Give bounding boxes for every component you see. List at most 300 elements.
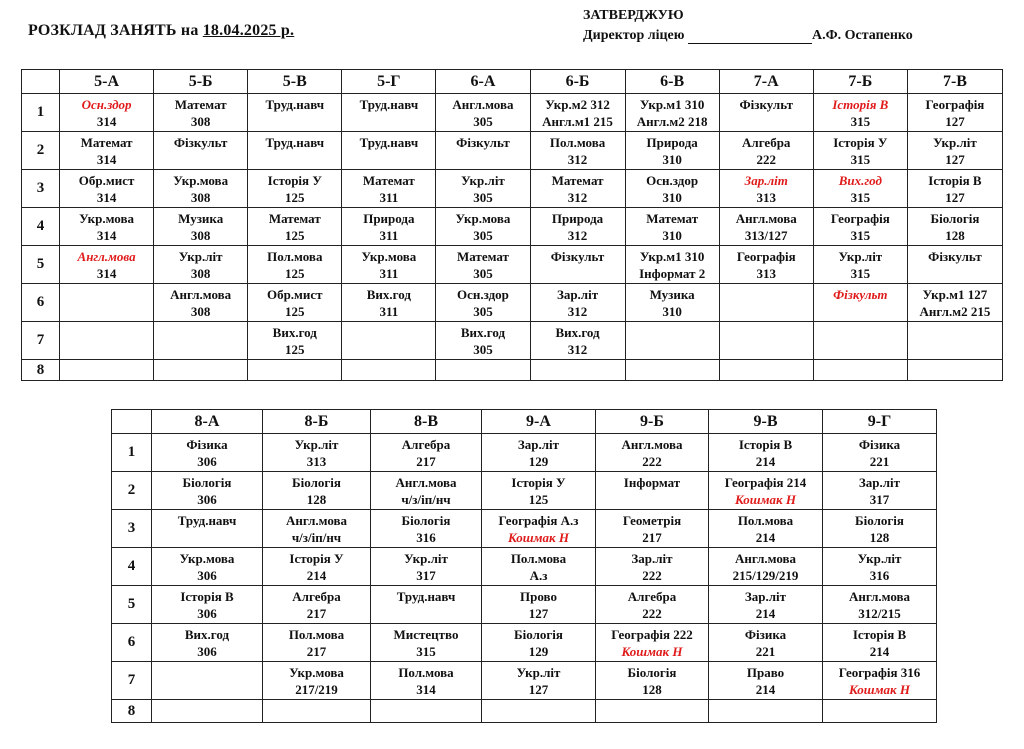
subject-line: Історія У xyxy=(833,135,888,150)
subject-line: Пол.мова xyxy=(737,513,794,528)
subject-line: Труд.навч xyxy=(265,97,325,112)
subject-line: Англ.мова xyxy=(621,437,683,452)
subject-line: Біологія xyxy=(292,475,341,490)
table-row xyxy=(22,360,1003,381)
subject-line: Пол.мова xyxy=(267,249,323,264)
subject-line: Укр.літ xyxy=(294,437,339,452)
room-line: 305 xyxy=(473,190,493,205)
room-line: 222 xyxy=(642,568,662,583)
room-line: 127 xyxy=(945,114,965,129)
subject-line: Труд.навч xyxy=(359,97,419,112)
subject-line: Зар.літ xyxy=(744,589,787,604)
room-line: 217/219 xyxy=(295,682,338,697)
table-row xyxy=(112,472,937,510)
lesson-cell xyxy=(823,548,937,586)
subject-line: Право xyxy=(746,665,785,680)
lesson-cell xyxy=(625,360,719,381)
subject-line: Фізика xyxy=(858,437,901,452)
lesson-cell xyxy=(436,284,530,322)
lesson-cell xyxy=(152,586,263,624)
lesson-cell xyxy=(709,548,823,586)
table-row xyxy=(112,700,937,723)
class-header: 7-А xyxy=(719,70,813,94)
lesson-cell xyxy=(263,434,371,472)
subject-line: Труд.навч xyxy=(359,135,419,150)
room-line: Кошмак Н xyxy=(621,644,683,659)
approval-block xyxy=(583,8,913,44)
room-line: 222 xyxy=(642,606,662,621)
room-line: 127 xyxy=(945,190,965,205)
table-row xyxy=(112,510,937,548)
room-line: 314 xyxy=(96,114,117,129)
room-line: Англ.м2 218 xyxy=(636,114,708,129)
class-header: 5-Г xyxy=(342,70,436,94)
room-line: Кошмак Н xyxy=(848,682,910,697)
room-line: ч/з/іп/нч xyxy=(401,492,451,507)
lesson-cell xyxy=(596,472,709,510)
lesson-cell xyxy=(248,322,342,360)
table-row xyxy=(22,284,1003,322)
lesson-cell xyxy=(371,434,482,472)
subject-line: Природа xyxy=(646,135,698,150)
lesson-cell xyxy=(907,284,1002,322)
class-header: 5-Б xyxy=(154,70,248,94)
subject-line: Укр.літ xyxy=(516,665,561,680)
schedule-table-grades-5-7 xyxy=(21,69,1003,381)
lesson-cell xyxy=(436,94,530,132)
subject-line: Інформат xyxy=(623,475,681,490)
subject-line: Музика xyxy=(649,287,695,302)
lesson-cell xyxy=(813,322,907,360)
lesson-cell xyxy=(154,322,248,360)
signature-line xyxy=(688,31,812,44)
subject-line: Історія В xyxy=(180,589,234,604)
room-line: 129 xyxy=(528,454,549,469)
subject-line: Труд.навч xyxy=(265,135,325,150)
subject-line: Укр.мова xyxy=(179,551,235,566)
room-line: 314 xyxy=(96,266,117,281)
room-line: 128 xyxy=(642,682,662,697)
lesson-cell xyxy=(719,284,813,322)
table-row xyxy=(112,624,937,662)
subject-line: Алгебра xyxy=(742,135,791,150)
subject-line: Англ.мова xyxy=(734,551,797,566)
room-line: 214 xyxy=(755,530,776,545)
lesson-cell xyxy=(60,94,154,132)
lesson-cell xyxy=(530,170,625,208)
subject-line: Англ.мова xyxy=(395,475,457,490)
lesson-number: 8 xyxy=(112,700,152,723)
room-line: 306 xyxy=(197,644,217,659)
class-header: 5-В xyxy=(248,70,342,94)
room-line: 308 xyxy=(190,190,211,205)
class-header: 7-Б xyxy=(813,70,907,94)
subject-line: Історія В xyxy=(832,97,889,112)
room-line: 306 xyxy=(197,492,217,507)
subject-line: Укр.м1 310 xyxy=(639,97,705,112)
room-line: 306 xyxy=(197,568,217,583)
lesson-cell xyxy=(530,284,625,322)
lesson-cell xyxy=(709,586,823,624)
lesson-cell xyxy=(152,510,263,548)
subject-line: Вих.год xyxy=(184,627,230,642)
room-line: 308 xyxy=(190,228,211,243)
lesson-cell xyxy=(482,548,596,586)
lesson-cell xyxy=(263,472,371,510)
lesson-cell xyxy=(813,284,907,322)
lesson-cell xyxy=(436,132,530,170)
room-line: Кошмак Н xyxy=(507,530,569,545)
lesson-cell xyxy=(342,322,436,360)
room-line: 125 xyxy=(285,342,305,357)
room-line: 310 xyxy=(662,304,682,319)
lesson-cell xyxy=(709,700,823,723)
lesson-cell xyxy=(371,662,482,700)
lesson-cell xyxy=(482,662,596,700)
room-line: Кошмак Н xyxy=(734,492,796,507)
subject-line: Історія У xyxy=(267,173,322,188)
subject-line: Математ xyxy=(551,173,604,188)
lesson-cell xyxy=(60,360,154,381)
room-line: 312 xyxy=(567,304,588,319)
lesson-cell xyxy=(719,322,813,360)
subject-line: Фізкульт xyxy=(173,135,228,150)
lesson-cell xyxy=(596,434,709,472)
lesson-cell xyxy=(907,170,1002,208)
title-date: 18.04.2025 р. xyxy=(202,22,295,39)
room-line: 214 xyxy=(755,454,776,469)
subject-line: Географія 214 xyxy=(724,475,807,490)
lesson-cell xyxy=(248,284,342,322)
room-line: 125 xyxy=(285,190,305,205)
lesson-cell xyxy=(530,322,625,360)
lesson-number: 6 xyxy=(112,624,152,662)
room-line: 314 xyxy=(96,152,117,167)
subject-line: Прово xyxy=(520,589,557,604)
lesson-cell xyxy=(248,208,342,246)
subject-line: Математ xyxy=(80,135,133,150)
table-row xyxy=(22,94,1003,132)
subject-line: Математ xyxy=(174,97,227,112)
room-line: 312 xyxy=(567,152,588,167)
subject-line: Фізкульт xyxy=(928,249,982,264)
subject-line: Географія 222 xyxy=(611,627,693,642)
room-line: 314 xyxy=(96,190,117,205)
room-line: 305 xyxy=(473,114,493,129)
room-line: 315 xyxy=(850,266,871,281)
subject-line: Природа xyxy=(551,211,604,226)
subject-line: Музика xyxy=(178,211,224,226)
table-row xyxy=(22,132,1003,170)
lesson-cell xyxy=(823,510,937,548)
lesson-cell xyxy=(263,586,371,624)
room-line: 315 xyxy=(850,114,871,129)
subject-line: Природа xyxy=(363,211,415,226)
room-line: 221 xyxy=(755,644,776,659)
lesson-number: 4 xyxy=(22,208,60,246)
lesson-cell xyxy=(248,94,342,132)
subject-line: Укр.м1 310 xyxy=(639,249,705,264)
lesson-cell xyxy=(152,434,263,472)
subject-line: Зар.літ xyxy=(517,437,560,452)
lesson-cell xyxy=(530,246,625,284)
lesson-cell xyxy=(625,246,719,284)
subject-line: Укр.літ xyxy=(461,173,505,188)
lesson-number: 5 xyxy=(22,246,60,284)
subject-line: Вих.год xyxy=(272,325,317,340)
lesson-number: 7 xyxy=(22,322,60,360)
lesson-cell xyxy=(436,246,530,284)
class-header: 7-В xyxy=(907,70,1002,94)
lesson-cell xyxy=(530,94,625,132)
subject-line: Історія У xyxy=(511,475,566,490)
lesson-cell xyxy=(719,360,813,381)
room-line: 221 xyxy=(869,454,890,469)
room-line: Англ.м1 215 xyxy=(542,114,613,129)
subject-line: Фізкульт xyxy=(833,287,888,302)
subject-line: Географія xyxy=(736,249,796,264)
lesson-number: 5 xyxy=(112,586,152,624)
room-line: 313/127 xyxy=(744,228,788,243)
lesson-cell xyxy=(709,510,823,548)
room-line: 129 xyxy=(528,644,549,659)
lesson-cell xyxy=(625,170,719,208)
class-header: 6-Б xyxy=(530,70,625,94)
lesson-cell xyxy=(625,94,719,132)
subject-line: Зар.літ xyxy=(556,287,599,302)
lesson-cell xyxy=(342,94,436,132)
lesson-cell xyxy=(813,360,907,381)
subject-line: Фізкульт xyxy=(456,135,510,150)
subject-line: Обр.мист xyxy=(78,173,135,188)
subject-line: Укр.мова xyxy=(79,211,134,226)
schedule-title xyxy=(28,22,294,40)
subject-line: Англ.мова xyxy=(452,97,514,112)
room-line: 222 xyxy=(756,152,776,167)
lesson-cell xyxy=(625,208,719,246)
lesson-cell xyxy=(625,284,719,322)
lesson-cell xyxy=(482,586,596,624)
room-line: 311 xyxy=(379,304,399,319)
lesson-cell xyxy=(263,510,371,548)
lesson-cell xyxy=(709,472,823,510)
table-row xyxy=(112,434,937,472)
director-line xyxy=(583,28,913,44)
lesson-cell xyxy=(813,132,907,170)
room-line: 125 xyxy=(528,492,549,507)
lesson-cell xyxy=(596,510,709,548)
room-line: 217 xyxy=(306,606,327,621)
lesson-cell xyxy=(482,434,596,472)
lesson-cell xyxy=(907,94,1002,132)
subject-line: Фізкульт xyxy=(550,249,605,264)
subject-line: Англ.мова xyxy=(170,287,232,302)
lesson-cell xyxy=(371,700,482,723)
subject-line: Біологія xyxy=(855,513,904,528)
lesson-cell xyxy=(263,624,371,662)
lesson-cell xyxy=(709,662,823,700)
subject-line: Фізика xyxy=(744,627,787,642)
room-line: 127 xyxy=(528,682,549,697)
subject-line: Алгебра xyxy=(401,437,451,452)
subject-line: Географія xyxy=(830,211,890,226)
subject-line: Мистецтво xyxy=(393,627,459,642)
room-line: ч/з/іп/нч xyxy=(291,530,342,545)
lesson-number: 1 xyxy=(22,94,60,132)
table-row xyxy=(112,586,937,624)
room-line: 316 xyxy=(869,568,890,583)
subject-line: Укр.мова xyxy=(289,665,344,680)
lesson-cell xyxy=(60,246,154,284)
subject-line: Вих.год xyxy=(460,325,506,340)
lesson-cell xyxy=(152,472,263,510)
lesson-cell xyxy=(907,208,1002,246)
subject-line: Укр.мова xyxy=(455,211,511,226)
lesson-cell xyxy=(823,700,937,723)
subject-line: Фізкульт xyxy=(739,97,793,112)
room-line: 312/215 xyxy=(858,606,901,621)
subject-line: Біологія xyxy=(930,211,980,226)
room-line: 305 xyxy=(473,228,493,243)
class-header: 9-А xyxy=(482,410,596,434)
lesson-cell xyxy=(60,284,154,322)
lesson-cell xyxy=(625,322,719,360)
room-line: 317 xyxy=(869,492,890,507)
lesson-cell xyxy=(482,510,596,548)
table-header-row xyxy=(112,410,937,434)
lesson-cell xyxy=(530,360,625,381)
room-line: 311 xyxy=(379,266,399,281)
room-line: А.з xyxy=(529,568,548,583)
lesson-cell xyxy=(60,322,154,360)
lesson-cell xyxy=(719,94,813,132)
title-prefix: РОЗКЛАД ЗАНЯТЬ на xyxy=(28,22,203,39)
lesson-cell xyxy=(709,624,823,662)
subject-line: Математ xyxy=(362,173,415,188)
subject-line: Англ.мова xyxy=(735,211,797,226)
lesson-cell xyxy=(371,624,482,662)
room-line: 312 xyxy=(567,190,588,205)
room-line: 317 xyxy=(416,568,436,583)
lesson-cell xyxy=(907,322,1002,360)
lesson-cell xyxy=(823,624,937,662)
lesson-cell xyxy=(813,94,907,132)
room-line: 313 xyxy=(756,266,776,281)
lesson-cell xyxy=(154,132,248,170)
subject-line: Укр.літ xyxy=(933,135,977,150)
subject-line: Математ xyxy=(646,211,699,226)
room-line: 316 xyxy=(416,530,436,545)
room-line: 128 xyxy=(306,492,327,507)
lesson-number: 3 xyxy=(22,170,60,208)
lesson-cell xyxy=(482,472,596,510)
room-line: 214 xyxy=(755,606,776,621)
room-line: 215/129/219 xyxy=(732,568,799,583)
subject-line: Англ.мова xyxy=(285,513,348,528)
subject-line: Укр.літ xyxy=(857,551,902,566)
subject-line: Укр.м2 312 xyxy=(545,97,610,112)
class-header: 5-А xyxy=(60,70,154,94)
room-line: 312 xyxy=(567,342,588,357)
class-header: 9-Г xyxy=(823,410,937,434)
lesson-cell xyxy=(263,662,371,700)
subject-line: Труд.навч xyxy=(396,589,456,604)
room-line: 128 xyxy=(869,530,890,545)
lesson-cell xyxy=(60,132,154,170)
director-name: А.Ф. Остапенко xyxy=(811,28,913,43)
lesson-cell xyxy=(907,360,1002,381)
room-line: 305 xyxy=(473,342,493,357)
lesson-cell xyxy=(152,624,263,662)
subject-line: Географія xyxy=(925,97,985,112)
lesson-cell xyxy=(596,548,709,586)
lesson-cell xyxy=(596,662,709,700)
subject-line: Біологія xyxy=(401,513,451,528)
lesson-cell xyxy=(596,700,709,723)
subject-line: Зар.літ xyxy=(858,475,901,490)
schedule-table-grades-8-9 xyxy=(111,409,937,723)
subject-line: Осн.здор xyxy=(646,173,699,188)
room-line: 315 xyxy=(416,644,436,659)
subject-line: Укр.літ xyxy=(838,249,883,264)
table-row xyxy=(22,322,1003,360)
lesson-cell xyxy=(154,246,248,284)
lesson-cell xyxy=(154,284,248,322)
lesson-number: 4 xyxy=(112,548,152,586)
room-line: 217 xyxy=(306,644,327,659)
lesson-cell xyxy=(719,132,813,170)
lesson-cell xyxy=(719,208,813,246)
class-header: 9-Б xyxy=(596,410,709,434)
subject-line: Історія У xyxy=(289,551,344,566)
lesson-cell xyxy=(823,662,937,700)
room-line: 308 xyxy=(190,304,211,319)
room-line: 311 xyxy=(379,228,399,243)
room-line: 127 xyxy=(945,152,965,167)
lesson-number: 1 xyxy=(112,434,152,472)
class-header: 9-В xyxy=(709,410,823,434)
subject-line: Геометрія xyxy=(622,513,682,528)
lesson-cell xyxy=(152,662,263,700)
lesson-cell xyxy=(152,700,263,723)
lesson-cell xyxy=(709,434,823,472)
lesson-number: 8 xyxy=(22,360,60,381)
lesson-cell xyxy=(907,132,1002,170)
subject-line: Математ xyxy=(268,211,321,226)
lesson-cell xyxy=(248,360,342,381)
room-line: 310 xyxy=(662,190,682,205)
subject-line: Пол.мова xyxy=(510,551,567,566)
subject-line: Обр.мист xyxy=(266,287,323,302)
subject-line: Труд.навч xyxy=(177,513,237,528)
table-header-row xyxy=(22,70,1003,94)
subject-line: Біологія xyxy=(627,665,677,680)
subject-line: Пол.мова xyxy=(288,627,345,642)
room-line: Англ.м2 215 xyxy=(919,304,991,319)
approve-label: ЗАТВЕРДЖУЮ xyxy=(583,8,684,23)
lesson-cell xyxy=(719,246,813,284)
room-line: 313 xyxy=(756,190,776,205)
lesson-cell xyxy=(60,208,154,246)
subject-line: Осн.здор xyxy=(81,97,132,112)
lesson-cell xyxy=(482,700,596,723)
room-line: 315 xyxy=(850,190,871,205)
lesson-cell xyxy=(823,586,937,624)
lesson-cell xyxy=(530,208,625,246)
subject-line: Укр.м1 127 xyxy=(922,287,988,302)
table-row xyxy=(112,548,937,586)
lesson-cell xyxy=(342,132,436,170)
